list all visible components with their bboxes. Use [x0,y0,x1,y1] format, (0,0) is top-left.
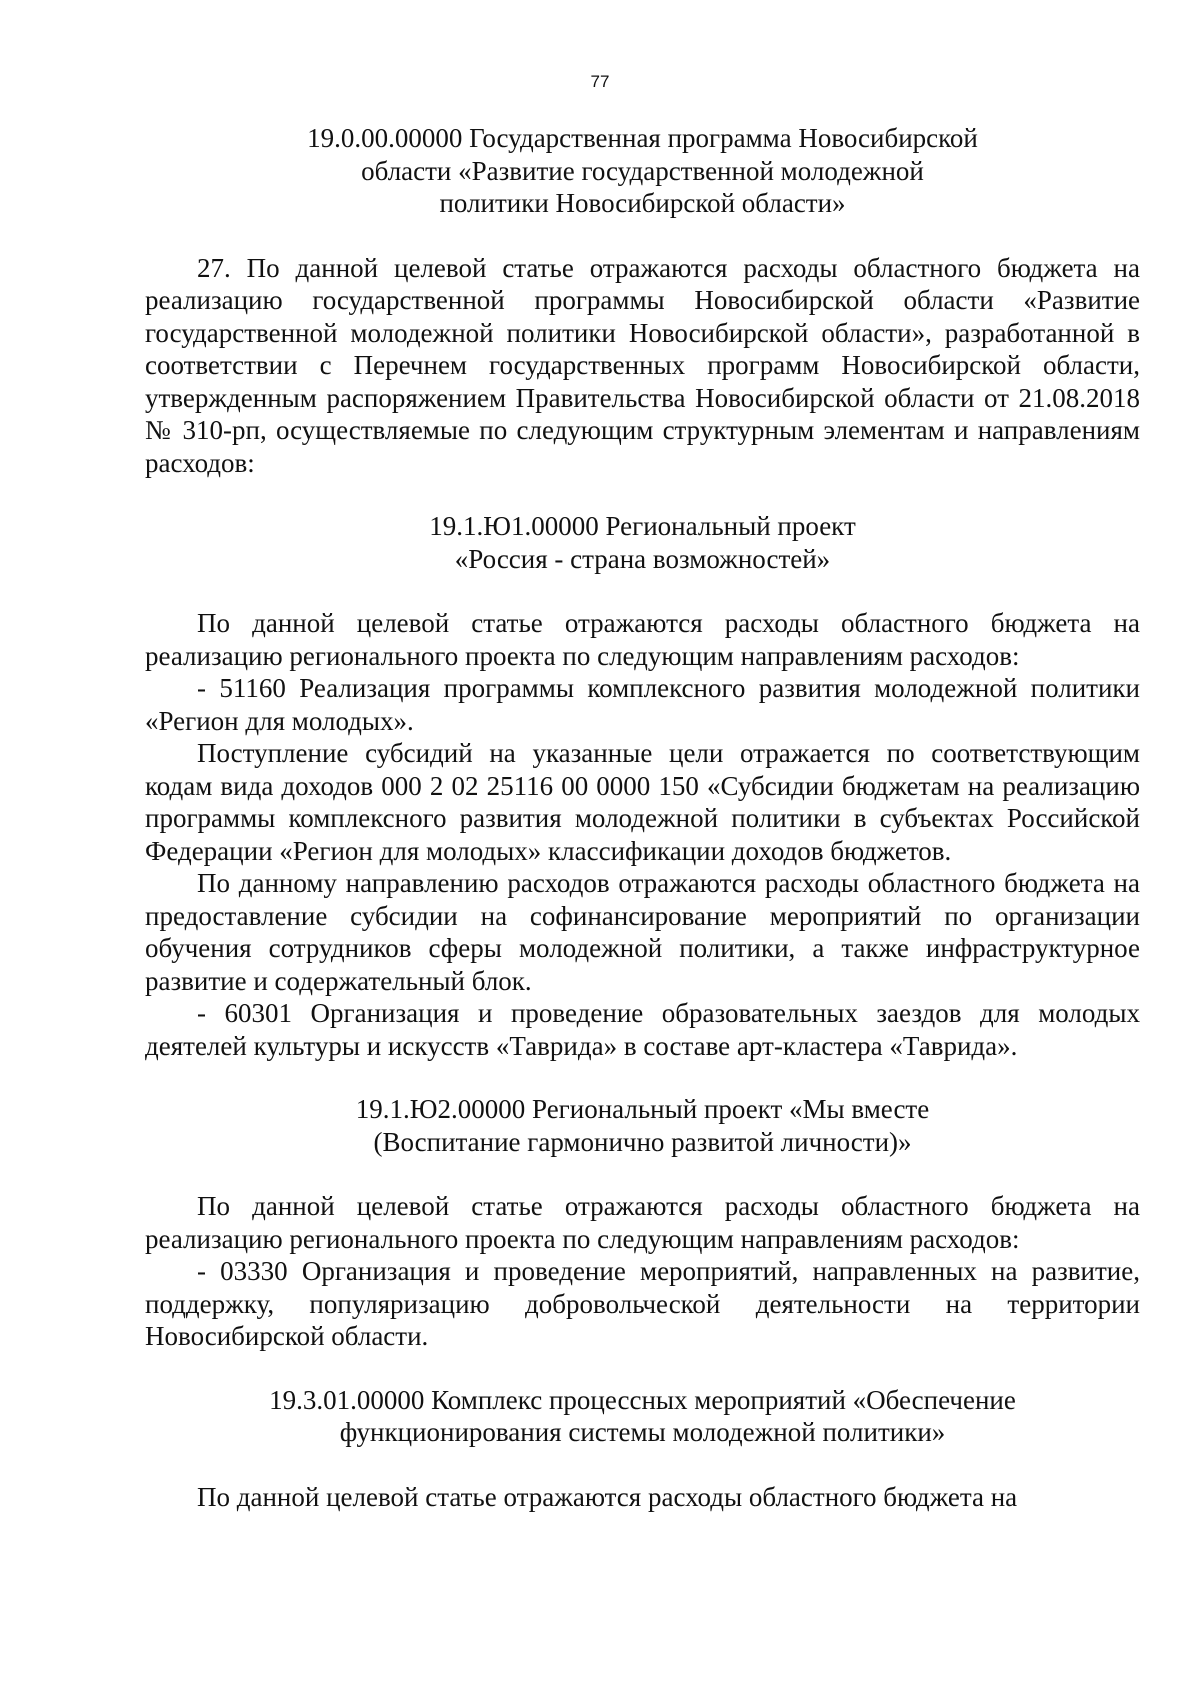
document-body [145,122,1140,1544]
section-heading-russia-opportunities [145,510,1140,575]
section-heading-we-together [145,1093,1140,1158]
paragraph: По данной целевой статье отражаются расходы областного бюджета на [197,1481,1018,1512]
paragraph: - 60301 Организация и проведение образовательных заездов для молодых деятелей культуры и искусств «Таврида» в составе арт-кластера «Таврида». [145,998,1140,1061]
paragraph: Поступление субсидий на указанные цели отражается по соответствующим кодам вида доходов 000 2 02 25116 00 0000 150 «Субсидии бюджетам на реализацию программы комплексного развития молодежной политики в субъектах Российской Федерации «Регион для молодых» классификации доходов бюджетов. [145,738,1140,866]
heading-line: 19.3.01.00000 Комплекс процессных мероприятий «Обеспечение [269,1384,1016,1415]
heading-line: «Россия - страна возможностей» [454,543,831,574]
paragraph: 27. По данной целевой статье отражаются расходы областного бюджета на реализацию государственной программы Новосибирской области «Развитие государственной молодежной политики Новосибирской области», разработанной в соответствии с Перечнем государственных программ Новосибирской области, утвержденным распоряжением Правительства Новосибирской области от 21.08.2018 № 310-рп, осуществляемые по следующим структурным элементам и направлениям расходов: [145,252,1140,478]
heading-line: 19.0.00.00000 Государственная программа Новосибирской [307,123,978,153]
paragraph: - 51160 Реализация программы комплексного развития молодежной политики «Регион для молодых». [145,673,1140,736]
heading-line: (Воспитание гармонично развитой личности)» [373,1126,912,1157]
paragraph: По данному направлению расходов отражаются расходы областного бюджета на предоставление субсидии на софинансирование мероприятий по организации обучения сотрудников сферы молодежной политики, а также инфраструктурное развитие и содержательный блок. [145,868,1140,996]
heading-line: области «Развитие государственной молодежной [361,155,924,186]
section-body-process-measures [145,1481,1140,1514]
heading-line: 19.1.Ю2.00000 Региональный проект «Мы вместе [355,1094,930,1124]
paragraph: По данной целевой статье отражаются расходы областного бюджета на реализацию регионального проекта по следующим направлениям расходов: [145,608,1140,671]
heading-line: 19.1.Ю1.00000 Региональный проект [429,511,856,541]
section-body-russia-opportunities [145,607,1140,1062]
heading-line: функционирования системы молодежной политики» [339,1417,946,1447]
section-heading-process-measures [145,1384,1140,1449]
paragraph: - 03330 Организация и проведение мероприятий, направленных на развитие, поддержку, популяризацию добровольческой деятельности на территории Новосибирской области. [145,1256,1140,1351]
section-heading-state-program [145,122,1140,220]
page-number: 77 [590,72,610,91]
section-body-state-program [145,252,1140,480]
heading-line: политики Новосибирской области» [439,188,846,218]
section-body-we-together [145,1190,1140,1353]
paragraph: По данной целевой статье отражаются расходы областного бюджета на реализацию регионального проекта по следующим направлениям расходов: [145,1191,1140,1254]
